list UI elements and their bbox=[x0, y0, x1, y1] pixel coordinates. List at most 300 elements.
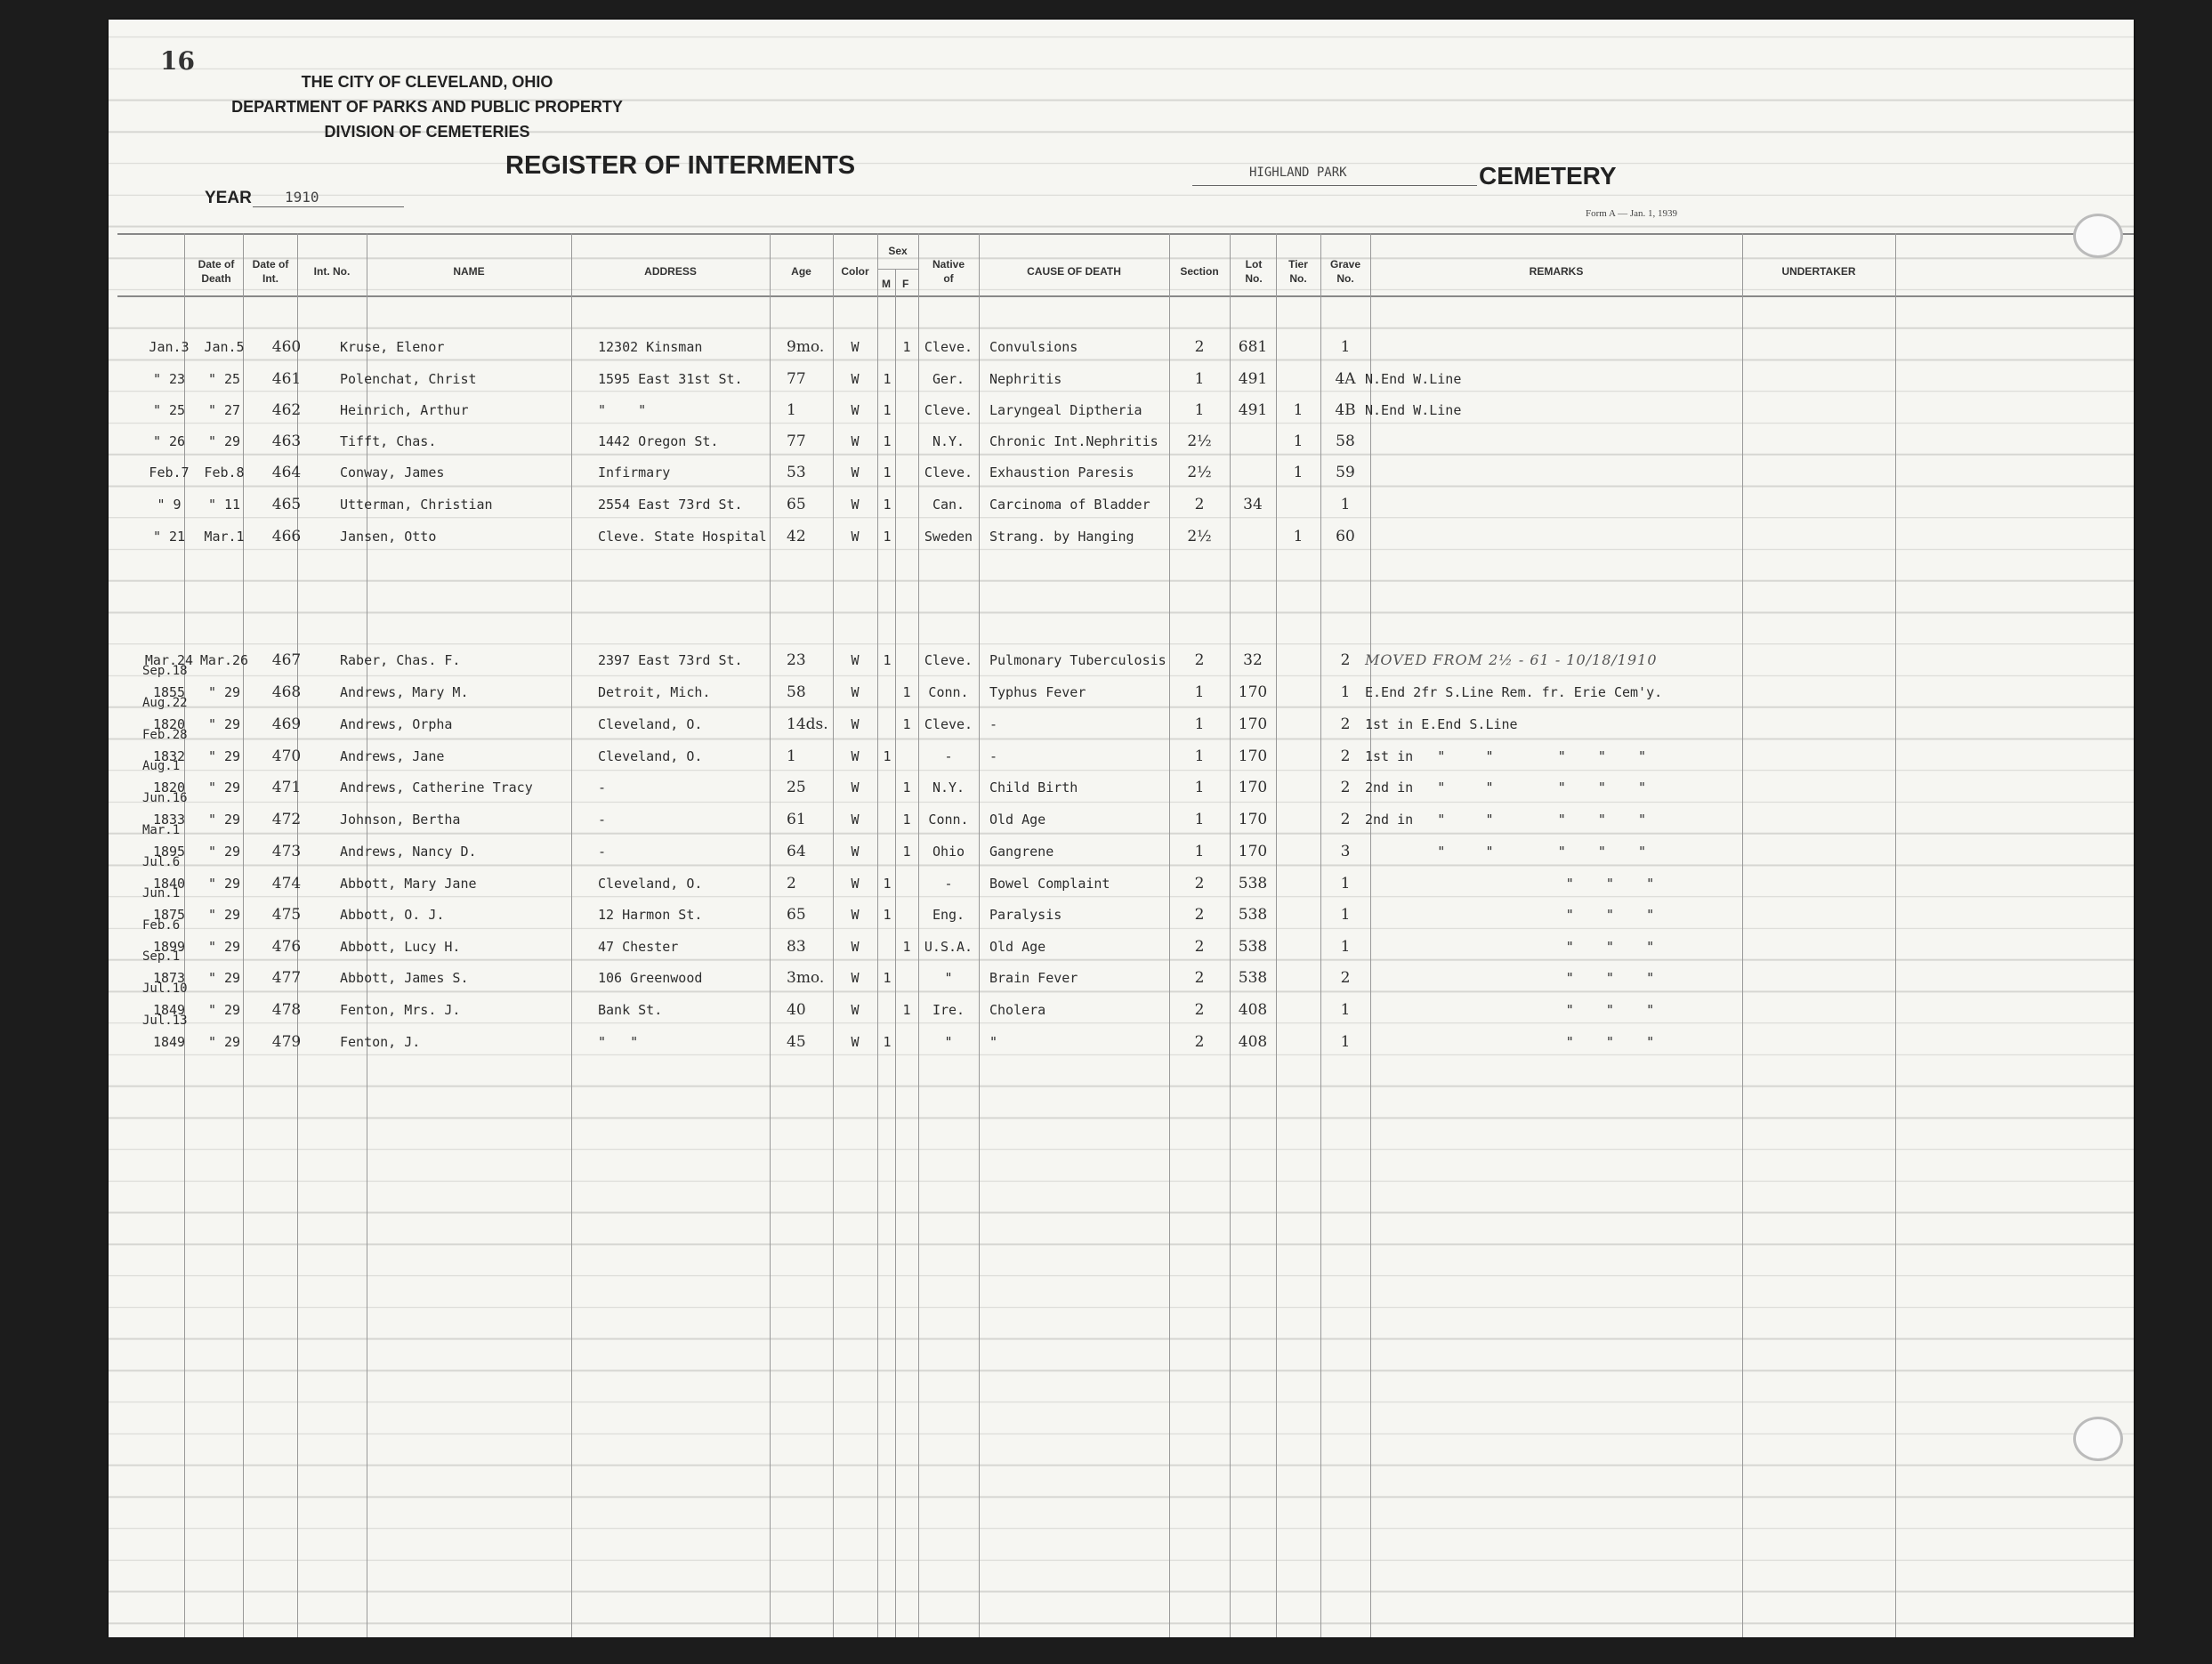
cell-birth-date: Jul.10 bbox=[142, 981, 188, 996]
cell-section: 2 bbox=[1194, 1033, 1205, 1051]
col-header-date-of-death: Date of Death bbox=[198, 257, 235, 285]
cell-age: 14ds. bbox=[787, 715, 828, 733]
cell-int-no: 474 bbox=[271, 875, 302, 893]
cell-color: W bbox=[851, 1034, 860, 1050]
city-heading: THE CITY OF CLEVELAND, OHIO bbox=[301, 73, 553, 91]
col-header-sex-m: M bbox=[882, 278, 891, 290]
table-row bbox=[109, 489, 2134, 521]
cell-native-of: Conn. bbox=[928, 684, 969, 700]
cell-date-of-int: Mar.1 bbox=[204, 529, 245, 545]
table-row bbox=[109, 363, 2134, 395]
cell-native-of: Conn. bbox=[928, 812, 969, 828]
cell-address: Detroit, Mich. bbox=[598, 684, 711, 700]
cell-address: 12 Harmon St. bbox=[598, 907, 703, 923]
cell-address: Infirmary bbox=[598, 464, 671, 481]
cell-lot-no: 170 bbox=[1238, 843, 1268, 860]
cell-birth-date: Aug.1 bbox=[142, 759, 181, 773]
cell-sex-m: 1 bbox=[883, 371, 892, 387]
cell-date-of-death: Mar.24 bbox=[144, 652, 194, 668]
cell-grave-no: 1 bbox=[1340, 1033, 1351, 1051]
cell-tier-no: 1 bbox=[1293, 464, 1304, 481]
cell-sex-f: 1 bbox=[902, 939, 911, 955]
cell-int-no: 478 bbox=[271, 1001, 302, 1019]
cell-date-of-death: Jan.3 bbox=[149, 339, 190, 355]
cell-grave-no: 60 bbox=[1336, 528, 1355, 545]
cell-birth-date: Sep.18 bbox=[142, 664, 188, 678]
year-value: 1910 bbox=[285, 189, 319, 206]
cell-cause: Exhaustion Paresis bbox=[989, 464, 1134, 481]
cell-sex-m: 1 bbox=[883, 1034, 892, 1050]
cell-color: W bbox=[851, 970, 860, 986]
cell-date-of-int: " 25 bbox=[207, 371, 241, 387]
cell-age: 25 bbox=[787, 779, 806, 796]
cell-section: 1 bbox=[1194, 715, 1205, 733]
table-row bbox=[109, 855, 2134, 900]
cell-address: 106 Greenwood bbox=[598, 970, 703, 986]
cell-grave-no: 1 bbox=[1340, 1001, 1351, 1019]
cell-age: 58 bbox=[787, 683, 806, 701]
cell-date-of-death: 1849 bbox=[152, 1002, 186, 1018]
cell-native-of: Can. bbox=[932, 497, 965, 513]
cell-age: 65 bbox=[787, 496, 806, 513]
cell-date-of-int: " 29 bbox=[207, 907, 241, 923]
col-header-int-no: Int. No. bbox=[313, 264, 351, 278]
cell-color: W bbox=[851, 652, 860, 668]
cell-date-of-int: Jan.5 bbox=[204, 339, 245, 355]
cell-birth-date: Sep.1 bbox=[142, 949, 181, 964]
cell-section: 2 bbox=[1194, 875, 1205, 893]
cell-grave-no: 2 bbox=[1340, 811, 1351, 828]
col-header-sex-f: F bbox=[902, 278, 909, 290]
cell-section: 1 bbox=[1194, 683, 1205, 701]
cell-name: Abbott, Lucy H. bbox=[340, 939, 461, 955]
cell-age: 45 bbox=[787, 1033, 806, 1051]
table-row bbox=[109, 728, 2134, 772]
cell-date-of-int: " 29 bbox=[207, 748, 241, 764]
col-header-address: ADDRESS bbox=[644, 264, 697, 278]
cell-remarks: N.End W.Line bbox=[1365, 402, 1462, 418]
cell-int-no: 475 bbox=[271, 906, 302, 924]
col-header-section: Section bbox=[1180, 264, 1219, 278]
cell-lot-no: 538 bbox=[1238, 969, 1268, 987]
cell-sex-f: 1 bbox=[902, 812, 911, 828]
cell-address: Cleveland, O. bbox=[598, 748, 703, 764]
cell-cause: Paralysis bbox=[989, 907, 1062, 923]
cell-grave-no: 1 bbox=[1340, 496, 1351, 513]
cell-tier-no: 1 bbox=[1293, 432, 1304, 450]
col-header-age: Age bbox=[791, 264, 811, 278]
cell-age: 1 bbox=[787, 401, 796, 419]
cell-native-of: Ire. bbox=[932, 1002, 965, 1018]
cell-remarks: N.End W.Line bbox=[1365, 371, 1462, 387]
cell-date-of-death: 1855 bbox=[152, 684, 186, 700]
col-header-cause: CAUSE OF DEATH bbox=[1027, 264, 1121, 278]
cell-cause: Laryngeal Diptheria bbox=[989, 402, 1142, 418]
cell-address: 1595 East 31st St. bbox=[598, 371, 743, 387]
cell-section: 2 bbox=[1194, 1001, 1205, 1019]
cell-age: 42 bbox=[787, 528, 806, 545]
cell-age: 9mo. bbox=[787, 338, 825, 356]
cell-int-no: 473 bbox=[271, 843, 302, 860]
cell-color: W bbox=[851, 497, 860, 513]
table-row bbox=[109, 425, 2134, 457]
cell-name: Andrews, Orpha bbox=[340, 716, 453, 732]
binder-hole-bottom bbox=[2073, 1417, 2123, 1461]
cell-grave-no: 58 bbox=[1336, 432, 1355, 450]
cell-grave-no: 1 bbox=[1340, 938, 1351, 956]
cell-birth-date: Jul.13 bbox=[142, 1014, 188, 1028]
cell-age: 77 bbox=[787, 370, 806, 388]
cell-color: W bbox=[851, 371, 860, 387]
cell-date-of-int: " 29 bbox=[207, 812, 241, 828]
cell-lot-no: 170 bbox=[1238, 779, 1268, 796]
cell-int-no: 466 bbox=[271, 528, 302, 545]
cell-sex-m: 1 bbox=[883, 433, 892, 449]
cell-color: W bbox=[851, 529, 860, 545]
col-header-remarks: REMARKS bbox=[1529, 264, 1584, 278]
cell-remarks: " " " bbox=[1365, 1034, 1655, 1050]
cell-birth-date: Mar.1 bbox=[142, 823, 181, 837]
page-title: REGISTER OF INTERMENTS bbox=[505, 151, 856, 180]
cell-date-of-int: Mar.26 bbox=[199, 652, 249, 668]
cell-color: W bbox=[851, 876, 860, 892]
cell-cause: - bbox=[989, 748, 998, 764]
cell-sex-m: 1 bbox=[883, 970, 892, 986]
cell-section: 2 bbox=[1194, 969, 1205, 987]
cell-date-of-death: " 25 bbox=[152, 402, 186, 418]
cell-grave-no: 2 bbox=[1340, 779, 1351, 796]
cell-sex-m: 1 bbox=[883, 748, 892, 764]
cell-cause: Pulmonary Tuberculosis bbox=[989, 652, 1167, 668]
cell-address: Cleve. State Hospital bbox=[598, 529, 767, 545]
cell-lot-no: 170 bbox=[1238, 715, 1268, 733]
col-header-tier-no: Tier No. bbox=[1288, 257, 1308, 285]
table-row bbox=[109, 1014, 2134, 1058]
cell-date-of-int: Feb.8 bbox=[204, 464, 245, 481]
cell-native-of: Cleve. bbox=[924, 464, 973, 481]
col-header-sex: Sex bbox=[888, 245, 908, 257]
cell-birth-date: Jul.6 bbox=[142, 855, 181, 869]
cell-sex-m: 1 bbox=[883, 464, 892, 481]
cell-address: Bank St. bbox=[598, 1002, 663, 1018]
cell-remarks: " " " bbox=[1365, 876, 1655, 892]
cell-date-of-int: " 29 bbox=[207, 433, 241, 449]
cell-age: 61 bbox=[787, 811, 806, 828]
cell-name: Raber, Chas. F. bbox=[340, 652, 461, 668]
department-heading: DEPARTMENT OF PARKS AND PUBLIC PROPERTY bbox=[231, 98, 623, 116]
cell-native-of: Eng. bbox=[932, 907, 965, 923]
cell-section: 2 bbox=[1194, 496, 1205, 513]
cell-cause: Carcinoma of Bladder bbox=[989, 497, 1150, 513]
cell-section: 2 bbox=[1194, 938, 1205, 956]
cell-color: W bbox=[851, 939, 860, 955]
cell-grave-no: 1 bbox=[1340, 906, 1351, 924]
division-heading: DIVISION OF CEMETERIES bbox=[324, 123, 530, 141]
cell-name: Johnson, Bertha bbox=[340, 812, 461, 828]
cell-remarks: 2nd in " " " " " bbox=[1365, 812, 1647, 828]
cell-color: W bbox=[851, 907, 860, 923]
register-page bbox=[109, 20, 2134, 1637]
cell-age: 3mo. bbox=[787, 969, 825, 987]
cell-color: W bbox=[851, 402, 860, 418]
cell-sex-m: 1 bbox=[883, 876, 892, 892]
page-number: 16 bbox=[160, 46, 195, 76]
cell-grave-no: 3 bbox=[1340, 843, 1351, 860]
cell-name: Polenchat, Christ bbox=[340, 371, 477, 387]
cell-date-of-death: 1820 bbox=[152, 779, 186, 796]
cell-grave-no: 2 bbox=[1340, 651, 1351, 669]
cell-grave-no: 2 bbox=[1340, 969, 1351, 987]
cell-native-of: Cleve. bbox=[924, 652, 973, 668]
cell-date-of-int: " 11 bbox=[207, 497, 241, 513]
cell-lot-no: 538 bbox=[1238, 938, 1268, 956]
cell-address: Cleveland, O. bbox=[598, 876, 703, 892]
cell-name: Andrews, Mary M. bbox=[340, 684, 469, 700]
cell-name: Andrews, Nancy D. bbox=[340, 844, 477, 860]
table-row bbox=[109, 823, 2134, 868]
cell-color: W bbox=[851, 779, 860, 796]
table-row bbox=[109, 456, 2134, 489]
cell-name: Tifft, Chas. bbox=[340, 433, 437, 449]
cell-grave-no: 59 bbox=[1336, 464, 1355, 481]
cell-cause: - bbox=[989, 716, 998, 732]
cell-lot-no: 32 bbox=[1243, 651, 1263, 669]
cell-age: 2 bbox=[787, 875, 796, 893]
cell-int-no: 461 bbox=[271, 370, 302, 388]
cell-sex-m: 1 bbox=[883, 652, 892, 668]
cell-color: W bbox=[851, 1002, 860, 1018]
table-row bbox=[109, 394, 2134, 426]
cell-date-of-int: " 29 bbox=[207, 716, 241, 732]
cell-int-no: 464 bbox=[271, 464, 302, 481]
cell-color: W bbox=[851, 716, 860, 732]
table-row bbox=[109, 949, 2134, 994]
cell-cause: Bowel Complaint bbox=[989, 876, 1110, 892]
cell-lot-no: 408 bbox=[1238, 1033, 1268, 1051]
cemetery-name: HIGHLAND PARK bbox=[1249, 166, 1347, 180]
cell-date-of-death: Feb.7 bbox=[149, 464, 190, 481]
cell-color: W bbox=[851, 684, 860, 700]
cell-cause: Strang. by Hanging bbox=[989, 529, 1134, 545]
cell-sex-f: 1 bbox=[902, 779, 911, 796]
cell-remarks: 2nd in " " " " " bbox=[1365, 779, 1647, 796]
cell-age: 53 bbox=[787, 464, 806, 481]
cell-native-of: " bbox=[944, 1034, 953, 1050]
col-header-lot-no: Lot No. bbox=[1245, 257, 1263, 285]
cell-name: Conway, James bbox=[340, 464, 445, 481]
cell-cause: Gangrene bbox=[989, 844, 1054, 860]
cell-section: 2½ bbox=[1187, 464, 1212, 481]
cell-date-of-int: " 29 bbox=[207, 684, 241, 700]
cell-remarks: " " " " " bbox=[1365, 844, 1647, 860]
cell-name: Kruse, Elenor bbox=[340, 339, 445, 355]
cell-native-of: Cleve. bbox=[924, 402, 973, 418]
cell-section: 2 bbox=[1194, 651, 1205, 669]
cell-age: 77 bbox=[787, 432, 806, 450]
cell-date-of-death: 1875 bbox=[152, 907, 186, 923]
cell-int-no: 462 bbox=[271, 401, 302, 419]
cell-native-of: Cleve. bbox=[924, 716, 973, 732]
table-row bbox=[109, 918, 2134, 963]
cell-sex-m: 1 bbox=[883, 529, 892, 545]
cell-address: 47 Chester bbox=[598, 939, 679, 955]
cell-sex-f: 1 bbox=[902, 684, 911, 700]
cell-name: Utterman, Christian bbox=[340, 497, 493, 513]
cell-section: 1 bbox=[1194, 811, 1205, 828]
cell-remarks: " " " bbox=[1365, 1002, 1655, 1018]
cell-color: W bbox=[851, 464, 860, 481]
cell-grave-no: 2 bbox=[1340, 715, 1351, 733]
cell-remarks: 1st in E.End S.Line bbox=[1365, 716, 1518, 732]
cell-date-of-death: 1895 bbox=[152, 844, 186, 860]
cell-sex-f: 1 bbox=[902, 844, 911, 860]
cell-remarks: 1st in " " " " " bbox=[1365, 748, 1647, 764]
col-header-undertaker: UNDERTAKER bbox=[1781, 264, 1856, 278]
cell-cause: " bbox=[989, 1034, 998, 1050]
cell-address: - bbox=[598, 779, 607, 796]
cell-section: 1 bbox=[1194, 843, 1205, 860]
cell-remarks: " " " bbox=[1365, 939, 1655, 955]
cell-grave-no: 1 bbox=[1340, 875, 1351, 893]
table-row bbox=[109, 759, 2134, 804]
cell-date-of-death: " 21 bbox=[152, 529, 186, 545]
cell-lot-no: 408 bbox=[1238, 1001, 1268, 1019]
cell-grave-no: 4B bbox=[1335, 401, 1356, 419]
cell-int-no: 477 bbox=[271, 969, 302, 987]
cell-sex-m: 1 bbox=[883, 497, 892, 513]
cell-date-of-death: 1873 bbox=[152, 970, 186, 986]
cell-date-of-int: " 29 bbox=[207, 939, 241, 955]
cell-age: 40 bbox=[787, 1001, 806, 1019]
cell-color: W bbox=[851, 812, 860, 828]
cell-lot-no: 538 bbox=[1238, 906, 1268, 924]
table-row bbox=[109, 981, 2134, 1026]
col-header-color: Color bbox=[841, 264, 869, 278]
cell-int-no: 460 bbox=[271, 338, 302, 356]
cell-date-of-int: " 29 bbox=[207, 1034, 241, 1050]
cell-lot-no: 491 bbox=[1238, 401, 1268, 419]
col-header-date-of-int: Date of Int. bbox=[252, 257, 289, 285]
cell-native-of: - bbox=[944, 876, 953, 892]
cell-sex-m: 1 bbox=[883, 907, 892, 923]
cell-lot-no: 681 bbox=[1238, 338, 1268, 356]
cell-cause: Cholera bbox=[989, 1002, 1046, 1018]
cell-birth-date: Jun.16 bbox=[142, 791, 188, 805]
cell-section: 2½ bbox=[1187, 528, 1212, 545]
cell-lot-no: 538 bbox=[1238, 875, 1268, 893]
cell-address: - bbox=[598, 844, 607, 860]
cell-int-no: 468 bbox=[271, 683, 302, 701]
cell-grave-no: 1 bbox=[1340, 338, 1351, 356]
cell-date-of-int: " 29 bbox=[207, 779, 241, 796]
cell-name: Abbott, O. J. bbox=[340, 907, 445, 923]
table-row bbox=[109, 644, 2134, 676]
cell-date-of-death: 1820 bbox=[152, 716, 186, 732]
cell-cause: Old Age bbox=[989, 812, 1046, 828]
cell-cause: Nephritis bbox=[989, 371, 1062, 387]
year-label: YEAR bbox=[205, 189, 252, 207]
cell-address: 2397 East 73rd St. bbox=[598, 652, 743, 668]
cell-age: 1 bbox=[787, 747, 796, 765]
cell-section: 1 bbox=[1194, 370, 1205, 388]
cell-section: 2 bbox=[1194, 338, 1205, 356]
cell-date-of-int: " 29 bbox=[207, 1002, 241, 1018]
cell-cause: Chronic Int.Nephritis bbox=[989, 433, 1158, 449]
col-header-grave-no: Grave No. bbox=[1329, 257, 1361, 285]
cell-address: 1442 Oregon St. bbox=[598, 433, 719, 449]
cell-lot-no: 170 bbox=[1238, 811, 1268, 828]
cell-section: 1 bbox=[1194, 747, 1205, 765]
cell-address: 12302 Kinsman bbox=[598, 339, 703, 355]
cell-int-no: 471 bbox=[271, 779, 302, 796]
cell-name: Andrews, Catherine Tracy bbox=[340, 779, 533, 796]
cell-date-of-death: " 23 bbox=[152, 371, 186, 387]
cell-age: 83 bbox=[787, 938, 806, 956]
cell-name: Fenton, J. bbox=[340, 1034, 421, 1050]
cell-native-of: U.S.A. bbox=[924, 939, 973, 955]
cell-sex-f: 1 bbox=[902, 716, 911, 732]
cell-cause: Typhus Fever bbox=[989, 684, 1086, 700]
cell-native-of: N.Y. bbox=[932, 433, 965, 449]
cell-int-no: 472 bbox=[271, 811, 302, 828]
cell-address: Cleveland, O. bbox=[598, 716, 703, 732]
cell-age: 64 bbox=[787, 843, 806, 860]
cell-int-no: 469 bbox=[271, 715, 302, 733]
cell-date-of-death: " 26 bbox=[152, 433, 186, 449]
cell-int-no: 470 bbox=[271, 747, 302, 765]
cell-remarks: E.End 2fr S.Line Rem. fr. Erie Cem'y. bbox=[1365, 684, 1663, 700]
cell-remarks: " " " bbox=[1365, 970, 1655, 986]
cell-address: " " bbox=[598, 402, 647, 418]
cell-remarks: " " " bbox=[1365, 907, 1655, 923]
cell-native-of: N.Y. bbox=[932, 779, 965, 796]
cell-section: 1 bbox=[1194, 779, 1205, 796]
cell-cause: Convulsions bbox=[989, 339, 1078, 355]
col-header-native-of: Native of bbox=[932, 257, 965, 285]
cell-name: Andrews, Jane bbox=[340, 748, 445, 764]
cell-color: W bbox=[851, 433, 860, 449]
cell-cause: Brain Fever bbox=[989, 970, 1078, 986]
cell-lot-no: 491 bbox=[1238, 370, 1268, 388]
cell-color: W bbox=[851, 339, 860, 355]
cell-name: Abbott, James S. bbox=[340, 970, 469, 986]
cell-remarks: MOVED FROM 2½ - 61 - 10/18/1910 bbox=[1365, 651, 1658, 668]
cell-date-of-death: 1849 bbox=[152, 1034, 186, 1050]
binder-hole-top bbox=[2073, 214, 2123, 258]
cell-lot-no: 170 bbox=[1238, 747, 1268, 765]
cell-birth-date: Jun.1 bbox=[142, 886, 181, 901]
cell-tier-no: 1 bbox=[1293, 401, 1304, 419]
cell-date-of-death: 1832 bbox=[152, 748, 186, 764]
cell-sex-f: 1 bbox=[902, 1002, 911, 1018]
form-note: Form A — Jan. 1, 1939 bbox=[1586, 208, 1677, 219]
cell-int-no: 479 bbox=[271, 1033, 302, 1051]
cell-lot-no: 170 bbox=[1238, 683, 1268, 701]
cell-date-of-int: " 27 bbox=[207, 402, 241, 418]
cell-lot-no: 34 bbox=[1243, 496, 1263, 513]
cell-birth-date: Feb.6 bbox=[142, 918, 181, 933]
cell-int-no: 476 bbox=[271, 938, 302, 956]
cell-date-of-death: 1899 bbox=[152, 939, 186, 955]
register-rows bbox=[109, 20, 2134, 1637]
cell-name: Jansen, Otto bbox=[340, 529, 437, 545]
cell-date-of-int: " 29 bbox=[207, 844, 241, 860]
cell-name: Fenton, Mrs. J. bbox=[340, 1002, 461, 1018]
cell-color: W bbox=[851, 844, 860, 860]
cell-section: 2 bbox=[1194, 906, 1205, 924]
table-row bbox=[109, 331, 2134, 363]
cell-date-of-death: 1840 bbox=[152, 876, 186, 892]
